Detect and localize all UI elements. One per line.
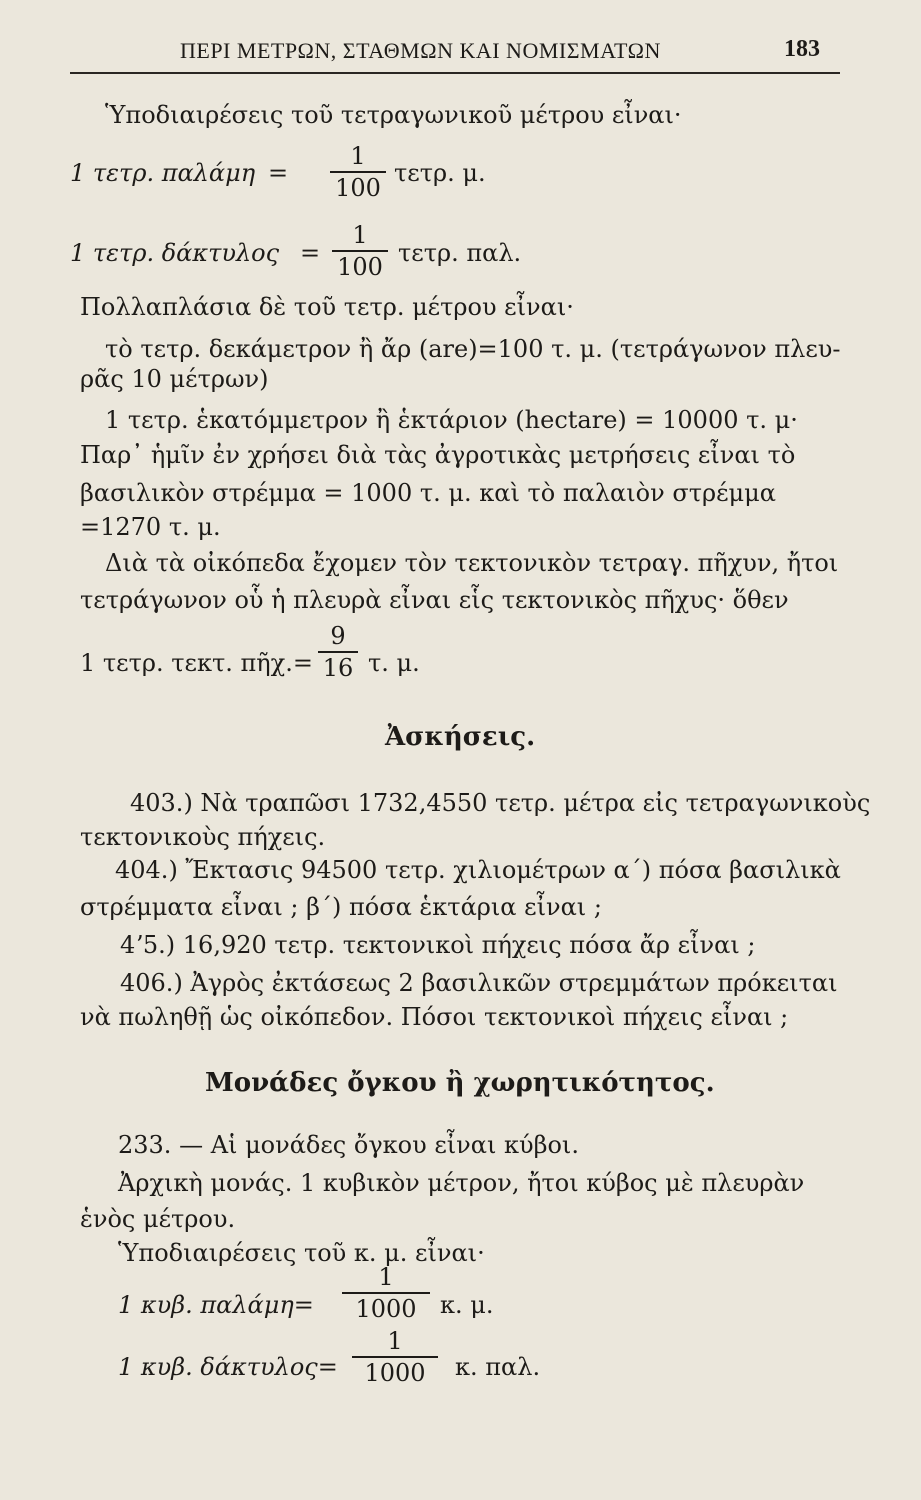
palami-rhs: τετρ. μ. [394,159,486,187]
daktylos-rhs: τετρ. παλ. [398,239,522,267]
hectare-line: 1 τετρ. ἑκατόμμετρον ἢ ἑκτάριον (hectare) = 10000 τ. μ· [105,406,798,434]
basic-unit-line-2: ἑνὸς μέτρου. [80,1205,236,1233]
usage-line-2: βασιλικὸν στρέμμα = 1000 τ. μ. καὶ τὸ παλαιὸν στρέμμα [80,479,776,507]
running-header [70,30,840,74]
basic-unit-line-1: Ἀρχικὴ μονάς. 1 κυβικὸν μέτρον, ἤτοι κύβος μὲ πλευρὰν [118,1169,805,1197]
fraction-bar [330,171,386,173]
pichys-eq-lhs: 1 τετρ. τεκτ. πῆχ.= [80,649,313,677]
palami-numerator: 1 [350,142,366,170]
multiples-intro: Πολλαπλάσια δὲ τοῦ τετρ. μέτρου εἶναι· [80,293,574,321]
exercises-heading: Ἀσκήσεις. [385,722,536,752]
exercise-403-line-1: 403.) Νὰ τραπῶσι 1732,4550 τετρ. μέτρα εἰς τετραγωνικοὺς [130,789,871,817]
volume-units-heading: Μονάδες ὄγκου ἢ χωρητικότητος. [205,1068,715,1098]
header-title: ΠΕΡΙ ΜΕΤΡΩΝ, ΣΤΑΘΜΩΝ ΚΑΙ ΝΟΜΙΣΜΑΤΩΝ [180,38,661,63]
cubic-daktylos-fraction [352,1328,438,1386]
usage-line-1: Παρ᾽ ἡμῖν ἐν χρήσει διὰ τὰς ἀγροτικὰς μετρήσεις εἶναι τὸ [80,441,796,469]
daktylos-fraction [332,222,388,280]
pichys-line-1: Διὰ τὰ οἰκόπεδα ἔχομεν τὸν τεκτονικὸν τετραγ. πῆχυν, ἤτοι [105,549,839,577]
palami-fraction [330,143,386,201]
exercise-404-line-1: 404.) Ἔκτασις 94500 τετρ. χιλιομέτρων α΄) πόσα βασιλικὰ [115,856,841,884]
cubic-daktylos-rhs: κ. παλ. [455,1353,541,1381]
pichys-fraction [318,623,358,681]
fraction-bar [342,1292,430,1294]
pichys-denominator: 16 [322,654,354,682]
pichys-eq-rhs: τ. μ. [368,649,420,677]
daktylos-eq: = [300,239,321,267]
section-233: 233. — Αἱ μονάδες ὄγκου εἶναι κύβοι. [118,1131,579,1159]
cubic-palami-rhs: κ. μ. [440,1291,494,1319]
ar-line-1: τὸ τετρ. δεκάμετρον ἢ ἄρ (are)=100 τ. μ. (τετράγωνον πλευ- [105,335,841,363]
fraction-bar [332,250,388,252]
daktylos-denominator: 100 [337,253,383,281]
daktylos-lhs: 1 τετρ. δάκτυλος [70,239,280,267]
exercise-406-line-1: 406.) Ἀγρὸς ἐκτάσεως 2 βασιλικῶν στρεμμάτων πρόκειται [120,969,838,997]
cubic-daktylos-denominator: 1000 [364,1359,426,1387]
page-number: 183 [784,36,820,62]
cubic-palami-denominator: 1000 [355,1295,417,1323]
palami-eq: = [268,159,289,187]
fraction-bar [318,651,358,653]
exercise-405: 4ʼ5.) 16,920 τετρ. τεκτονικοὶ πήχεις πόσα ἄρ εἶναι ; [120,931,756,959]
fraction-bar [352,1356,438,1358]
square-subdivisions-intro: Ὑποδιαιρέσεις τοῦ τετραγωνικοῦ μέτρου εἶναι· [105,101,682,129]
ar-line-2: ρᾶς 10 μέτρων) [80,365,269,393]
exercise-404-line-2: στρέμματα εἶναι ; β΄) πόσα ἑκτάρια εἶναι ; [80,893,602,921]
pichys-numerator: 9 [330,622,346,650]
cubic-palami-lhs: 1 κυβ. παλάμη= [118,1291,314,1319]
exercise-406-line-2: νὰ πωληθῇ ὡς οἰκόπεδον. Πόσοι τεκτονικοὶ πήχεις εἶναι ; [80,1003,789,1031]
usage-line-3: =1270 τ. μ. [80,513,221,541]
cubic-palami-numerator: 1 [378,1263,394,1291]
palami-lhs: 1 τετρ. παλάμη [70,159,256,187]
palami-denominator: 100 [335,174,381,202]
cubic-subdivisions-intro: Ὑποδιαιρέσεις τοῦ κ. μ. εἶναι· [118,1239,485,1267]
exercise-403-line-2: τεκτονικοὺς πήχεις. [80,823,326,851]
cubic-daktylos-numerator: 1 [387,1327,403,1355]
daktylos-numerator: 1 [352,221,368,249]
cubic-palami-fraction [342,1264,430,1322]
cubic-daktylos-lhs: 1 κυβ. δάκτυλος= [118,1353,338,1381]
pichys-line-2: τετράγωνον οὗ ἡ πλευρὰ εἶναι εἷς τεκτονικὸς πῆχυς· ὅθεν [80,586,789,614]
